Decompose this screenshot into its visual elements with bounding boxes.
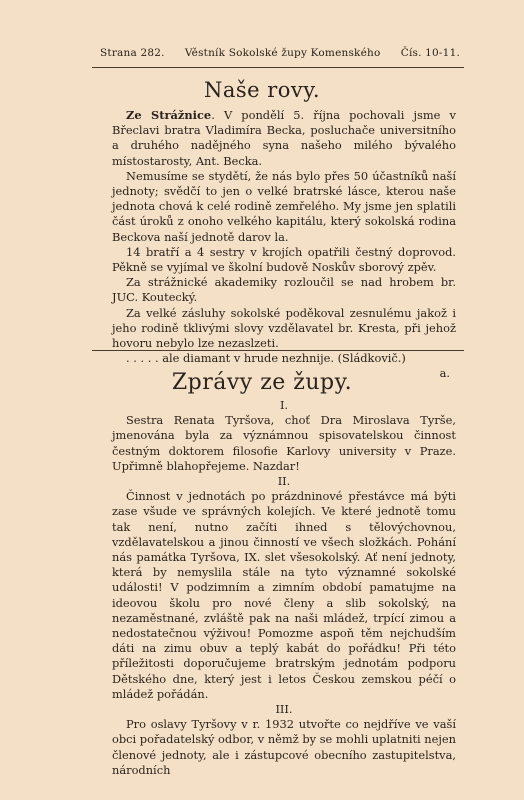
news-paragraph-1: Sestra Renata Tyršova, choť Dra Miroslava Tyrše, jmenována byla za význámnou spisovatelskou činnost čestným doktorem filosofie Karlovy university v Praze. Upřimně blahopřejeme. Nazdar! (112, 413, 456, 473)
item-number-2: II. (277, 474, 291, 489)
issue-number: Čís. 10-11. (400, 47, 460, 59)
section-title-zpravy: Zprávy ze župy. (171, 370, 353, 395)
news-section (112, 398, 456, 778)
running-header (100, 47, 460, 59)
obituary-paragraph-1 (112, 108, 456, 169)
author-signature: a. (439, 366, 450, 381)
item-number-3: III. (275, 702, 293, 717)
news-paragraph-2: Činnost v jednotách po prázdninové přestávce má býti zase všude ve správných kolejích. Ve které jednotě tomu tak není, nutno začíti ihned s tělovýchovnou, vzdělavatelskou a jinou činností ve všech složkách. Pohání nás památka Tyršova, IX. slet všesokolský. Ať není jednoty, která by nemyslila stále na tyto významné sokolské události! V podzimním a zimním období pamatujme na ideovou školu pro nové členy a slib sokolský, na nezaměstnané, zvláště pak na naši mládež, trpící zimou a nedostatečnou výživou! Pomozme aspoň těm nejchudším dáti na zimu obuv a teplý kabát do pořádku! Při této příležitosti doporučujeme bratrským jednotám podporu Dětského dne, který jest i letos Českou zemskou péčí o mládež pořádán. (112, 489, 456, 701)
item-number-1: I. (279, 398, 289, 412)
obituary-paragraph-2: Nemusíme se stydětí, že nás bylo přes 50 účastníků naší jednoty; svědčí to jen o velké bratrské lásce, kterou naše jednota chová k celé rodině zemřelého. My jsme jen splatili část úroků z onoho velkého kapitálu, který sokolská rodina Beckova naší jednotě darov la. (112, 168, 456, 244)
page-number: Strana 282. (100, 47, 165, 59)
news-paragraph-3: Pro oslavy Tyršovy v r. 1932 utvořte co nejdříve ve vaší obci pořadatelský odbor, v němž by se mohli uplatniti nejen členové jednoty, ale i zástupcové obecního zastupitelstva, národních (112, 717, 456, 777)
header-rule (92, 67, 464, 68)
obituary-paragraph-5: Za velké zásluhy sokolské poděkoval zesnulému jakož i jeho rodině tklivými slovy vzdělavatel br. Kresta, při jehož hovoru nebylo lze nezaslzeti. (112, 305, 456, 351)
obituary-paragraph-4: Za strážnické akademiky rozloučil se nad hrobem br. JUC. Koutecký. (112, 275, 456, 305)
place-heading: Ze Strážnice (126, 108, 212, 122)
section-divider (92, 350, 464, 351)
closing-quote: . . . . . ale diamant v hrude nezhnije. (Sládkovič.) (126, 351, 406, 366)
obituary-paragraph-3: 14 bratří a 4 sestry v krojích opatřili čestný doprovod. Pěkně se vyjímal ve školní budově Noskův sborový zpěv. (112, 244, 456, 275)
paragraph-text: . V pondělí 5. října pochovali jsme v Břeclavi bratra Vladimíra Becka, posluchače universitního a druhého nadějného syna našeho milého bývalého místostarosty, Ant. Becka. (112, 108, 456, 168)
journal-title: Věstník Sokolské župy Komenského (184, 47, 381, 59)
obituary-section (112, 108, 456, 382)
section-title-nase-rovy: Naše rovy. (203, 78, 321, 102)
